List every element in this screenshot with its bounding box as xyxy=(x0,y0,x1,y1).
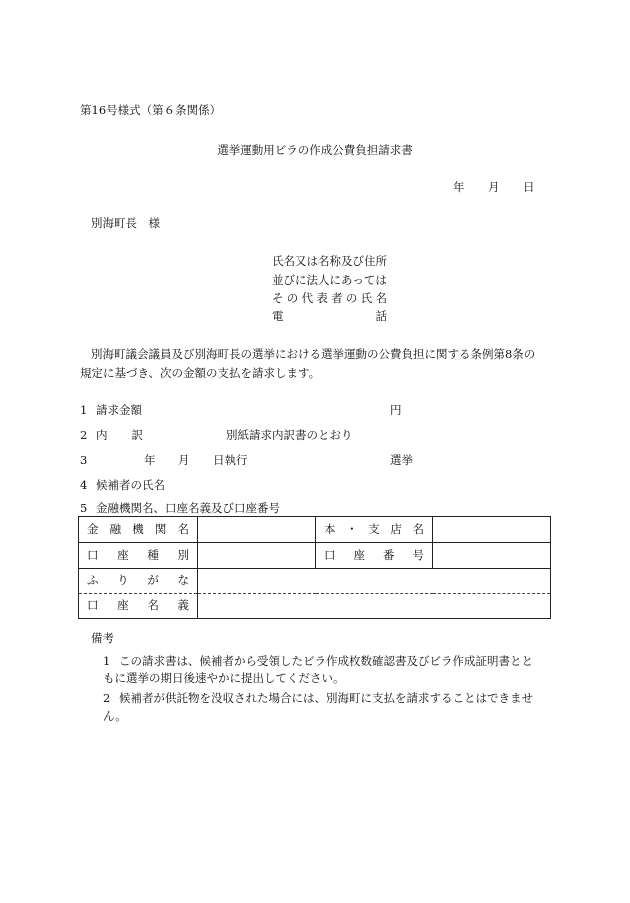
char: 表 xyxy=(316,291,328,305)
item1-number: 1 xyxy=(80,403,88,417)
char: 話 xyxy=(375,309,387,323)
item3-month: 月 xyxy=(178,453,190,467)
char: 関 xyxy=(154,521,167,536)
item1-unit: 円 xyxy=(390,403,402,417)
char: 名 xyxy=(147,598,159,613)
char: 氏 xyxy=(360,291,373,305)
branch-name-value[interactable] xyxy=(433,517,551,543)
account-type-value[interactable] xyxy=(198,543,316,569)
body-text-line2: 規定に基づき、次の金額の支払を請求します。 xyxy=(80,366,321,380)
account-number-value[interactable] xyxy=(433,543,551,569)
char: 番 xyxy=(383,547,395,562)
char: 金 xyxy=(87,521,99,536)
char: そ xyxy=(272,291,284,305)
char: 支 xyxy=(368,521,380,536)
char: 内 xyxy=(96,428,108,442)
item3-day: 日執行 xyxy=(213,453,248,467)
char: 種 xyxy=(147,547,159,562)
char: 口 xyxy=(87,598,99,613)
char: 口 xyxy=(324,547,336,562)
table-row xyxy=(79,543,551,569)
item5-label: 金融機関名、口座名義及び口座番号 xyxy=(96,501,280,515)
table-row xyxy=(79,569,551,594)
remark1-line1: この請求書は、候補者から受領したビラ作成枚数確認書及びビラ作成証明書とと xyxy=(119,654,533,668)
char: 名 xyxy=(412,521,424,536)
item3-year: 年 xyxy=(144,453,156,467)
applicant-label-line3 xyxy=(272,293,387,305)
furigana-value[interactable] xyxy=(198,569,551,594)
item2-number: 2 xyxy=(80,428,88,442)
bank-account-table xyxy=(78,516,551,619)
char: 名 xyxy=(177,521,189,536)
char: ふ xyxy=(87,573,99,588)
form-number: 第16号様式（第６条関係） xyxy=(80,103,222,117)
char: ・ xyxy=(346,521,358,536)
date-day: 日 xyxy=(523,180,535,194)
branch-name-label xyxy=(316,517,433,543)
char: 訳 xyxy=(131,428,143,442)
item1-label: 請求金額 xyxy=(96,403,142,417)
char: の xyxy=(286,291,299,305)
char: 融 xyxy=(109,521,122,536)
char: が xyxy=(147,573,159,588)
date-month: 月 xyxy=(488,180,500,194)
item2-value: 別紙請求内訳書のとおり xyxy=(226,428,353,442)
remark2-line2: ん。 xyxy=(103,709,127,723)
char: 名 xyxy=(375,291,387,305)
account-number-label xyxy=(316,543,433,569)
char: 店 xyxy=(390,521,402,536)
char: 座 xyxy=(117,547,129,562)
table-row xyxy=(79,594,551,619)
char: 義 xyxy=(177,598,189,613)
item5-number: 5 xyxy=(80,501,88,515)
document-title: 選挙運動用ビラの作成公費負担請求書 xyxy=(217,143,413,157)
remark2-number: 2 xyxy=(103,691,111,705)
addressee: 別海町長 様 xyxy=(91,216,160,230)
item4-number: 4 xyxy=(80,478,88,492)
item4-label: 候補者の氏名 xyxy=(96,478,165,492)
furigana-label xyxy=(79,569,198,594)
date-year: 年 xyxy=(453,180,465,194)
char: の xyxy=(345,291,358,305)
char: 電 xyxy=(272,309,284,323)
table-row xyxy=(79,517,551,543)
char: 機 xyxy=(132,521,144,536)
char: 代 xyxy=(301,291,314,305)
char: り xyxy=(117,573,129,588)
item3-number: 3 xyxy=(80,453,88,467)
account-holder-label xyxy=(79,594,198,619)
applicant-label-line2: 並びに法人にあっては xyxy=(272,273,387,287)
remark2-line1: 候補者が供託物を没収された場合には、別海町に支払を請求することはできませ xyxy=(119,691,533,705)
char: 号 xyxy=(412,547,424,562)
item3-suffix: 選挙 xyxy=(390,453,413,467)
remark1-line2: もに選挙の期日後速やかに提出してください。 xyxy=(103,671,345,685)
char: な xyxy=(177,573,189,588)
bank-name-value[interactable] xyxy=(198,517,316,543)
account-holder-value[interactable] xyxy=(198,594,551,619)
account-type-label xyxy=(79,543,198,569)
item2-label xyxy=(96,430,143,442)
char: 座 xyxy=(353,547,365,562)
applicant-label-line1: 氏名又は名称及び住所 xyxy=(272,254,387,268)
applicant-label-line4 xyxy=(272,311,387,323)
remark1-number: 1 xyxy=(103,654,111,668)
char: 口 xyxy=(87,547,99,562)
bank-name-label xyxy=(79,517,198,543)
char: 本 xyxy=(324,521,336,536)
char: 座 xyxy=(117,598,129,613)
remarks-heading: 備考 xyxy=(91,631,114,645)
char: 者 xyxy=(331,291,343,305)
body-text-line1: 別海町議会議員及び別海町長の選挙における選挙運動の公費負担に関する条例第8条の xyxy=(91,347,536,361)
char: 別 xyxy=(177,547,189,562)
